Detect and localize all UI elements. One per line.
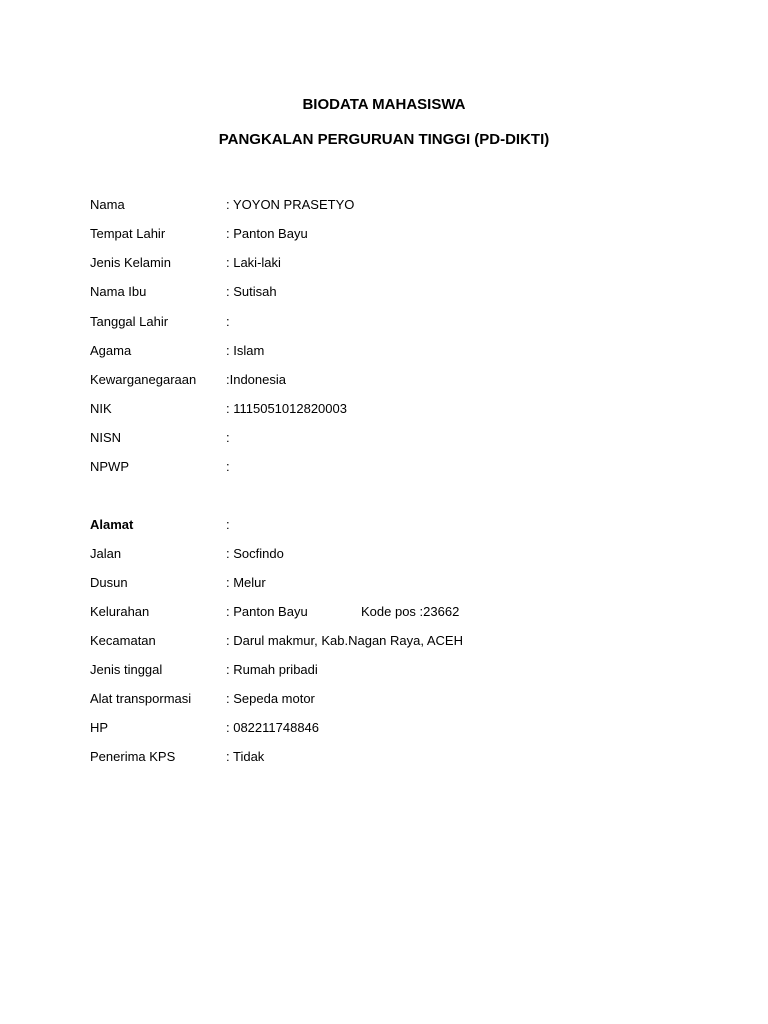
field-label: Kecamatan bbox=[90, 633, 156, 648]
section-heading-label: Alamat bbox=[90, 517, 134, 532]
field-label: Jenis Kelamin bbox=[90, 255, 171, 270]
field-label: Tempat Lahir bbox=[90, 226, 166, 241]
field-label: NISN bbox=[90, 430, 122, 445]
field-value: : Sutisah bbox=[226, 284, 277, 299]
field-value: : Socfindo bbox=[226, 546, 284, 561]
document-title: BIODATA MAHASISWA bbox=[302, 96, 466, 113]
field-value: : bbox=[226, 430, 230, 445]
field-label: Alat transpormasi bbox=[90, 691, 192, 706]
section-heading-value: : bbox=[226, 517, 230, 532]
field-value: : Darul makmur, Kab.Nagan Raya, ACEH bbox=[226, 633, 463, 648]
field-value: :Indonesia bbox=[226, 372, 286, 387]
field-value: : Panton Bayu bbox=[226, 604, 308, 619]
field-value: : bbox=[226, 459, 230, 474]
field-label: Jenis tinggal bbox=[90, 662, 163, 677]
kode-pos-value: Kode pos :23662 bbox=[361, 604, 460, 619]
field-label: Penerima KPS bbox=[90, 749, 176, 764]
field-label: Nama bbox=[90, 197, 125, 212]
field-value: : Laki-laki bbox=[226, 255, 281, 270]
field-value: : bbox=[226, 314, 230, 329]
field-value: : Melur bbox=[226, 575, 266, 590]
field-label: Jalan bbox=[90, 546, 122, 561]
field-value: : Rumah pribadi bbox=[226, 662, 318, 677]
field-label: Kelurahan bbox=[90, 604, 150, 619]
field-value: : Islam bbox=[226, 343, 265, 358]
document-subtitle: PANGKALAN PERGURUAN TINGGI (PD-DIKTI) bbox=[218, 131, 550, 148]
field-value: : Tidak bbox=[226, 749, 265, 764]
field-label: Dusun bbox=[90, 575, 128, 590]
field-label: NIK bbox=[90, 401, 112, 416]
field-label: Kewarganegaraan bbox=[90, 372, 197, 387]
field-label: Nama Ibu bbox=[90, 284, 147, 299]
field-value: : Panton Bayu bbox=[226, 226, 308, 241]
field-value: : Sepeda motor bbox=[226, 691, 315, 706]
field-label: Tanggal Lahir bbox=[90, 314, 169, 329]
field-label: Agama bbox=[90, 343, 132, 358]
field-label: NPWP bbox=[90, 459, 129, 474]
field-value: : 1115051012820003 bbox=[226, 401, 347, 416]
field-value: : YOYON PRASETYO bbox=[226, 197, 355, 212]
field-value: : 082211748846 bbox=[226, 720, 320, 735]
field-label: HP bbox=[90, 720, 109, 735]
